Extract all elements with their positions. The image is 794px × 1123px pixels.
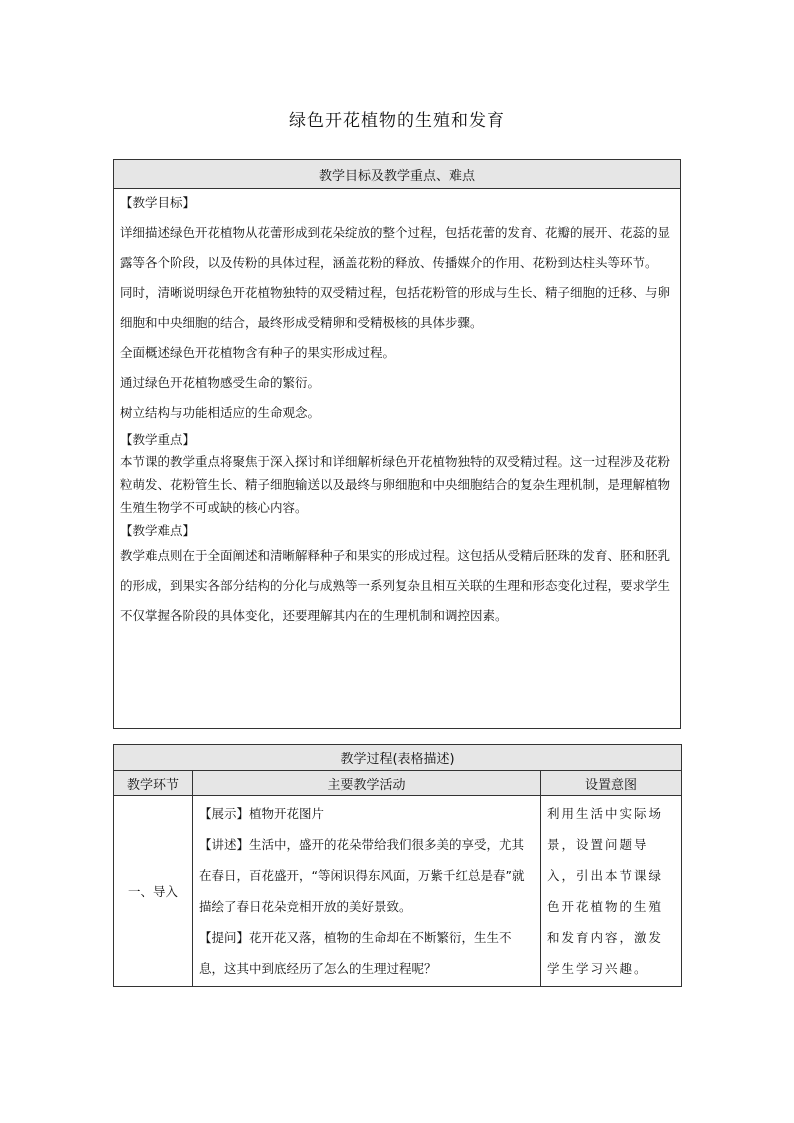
activity-text: 植物开花图片: [249, 806, 325, 821]
activity-tag: 【展示】: [199, 806, 250, 821]
activities-cell: [193, 796, 541, 987]
activity-text: 生活中，盛开的花朵带给我们很多美的享受，尤其在春日，百花盛开，“等闲识得东风面，万紫千红总是春”就描绘了春日花朵竞相开放的美好景致。: [199, 837, 525, 914]
objective-item: 树立结构与功能相适应的生命观念。: [120, 405, 321, 420]
process-table: [113, 744, 682, 987]
intent-cell: 利用生活中实际场景，设置问题导入，引出本节课绿色开花植物的生殖和发育内容，激发学生学习兴趣。: [541, 796, 682, 987]
activity-show: [199, 798, 534, 829]
objectives-heading: 【教学目标】: [120, 195, 196, 210]
process-table-caption: 教学过程(表格描述): [114, 745, 682, 771]
page-title: 绿色开花植物的生殖和发育: [289, 111, 505, 131]
table-row: [114, 796, 682, 987]
activity-tag: 【提问】: [199, 930, 250, 945]
goals-table-body: [114, 189, 681, 729]
activity-text: 花开花又落，植物的生命却在不断繁衍，生生不息，这其中到底经历了怎么的生理过程呢？: [199, 930, 512, 976]
stage-cell: 一、导入: [114, 796, 193, 987]
objective-item: 通过绿色开花植物感受生命的繁衍。: [120, 375, 321, 390]
objective-item: 全面概述绿色开花植物含有种子的果实形成过程。: [120, 345, 396, 360]
activity-narrate: [199, 829, 534, 922]
key-text: 本节课的教学重点将聚焦于深入探讨和详细解析绿色开花植物独特的双受精过程。这一过程涉及花粉粒萌发、花粉管生长、精子细胞输送以及最终与卵细胞和中央细胞结合的复杂生理机制，是理解植物生殖生物学不可或缺的核心内容。: [120, 454, 671, 515]
activity-question: [199, 922, 534, 984]
goals-table: [113, 159, 681, 729]
key-heading: 【教学重点】: [120, 432, 196, 447]
difficulty-heading: 【教学难点】: [120, 523, 196, 538]
column-header-activities: 主要教学活动: [193, 771, 541, 796]
objective-item: 同时，清晰说明绿色开花植物独特的双受精过程，包括花粉管的形成与生长、精子细胞的迁移、与卵细胞和中央细胞的结合，最终形成受精卵和受精极核的具体步骤。: [120, 285, 671, 330]
activity-tag: 【讲述】: [199, 837, 250, 852]
column-header-intent: 设置意图: [541, 771, 682, 796]
goals-table-header: 教学目标及教学重点、难点: [114, 160, 681, 189]
difficulty-text: 教学难点则在于全面阐述和清晰解释种子和果实的形成过程。这包括从受精后胚珠的发育、胚和胚乳的形成，到果实各部分结构的分化与成熟等一系列复杂且相互关联的生理和形态变化过程，要求学生不仅掌握各阶段的具体变化，还要理解其内在的生理机制和调控因素。: [120, 548, 671, 623]
objective-item: 详细描述绿色开花植物从花蕾形成到花朵绽放的整个过程，包括花蕾的发育、花瓣的展开、花蕊的显露等各个阶段，以及传粉的具体过程，涵盖花粉的释放、传播媒介的作用、花粉到达柱头等环节。: [120, 225, 671, 270]
column-header-stage: 教学环节: [114, 771, 193, 796]
